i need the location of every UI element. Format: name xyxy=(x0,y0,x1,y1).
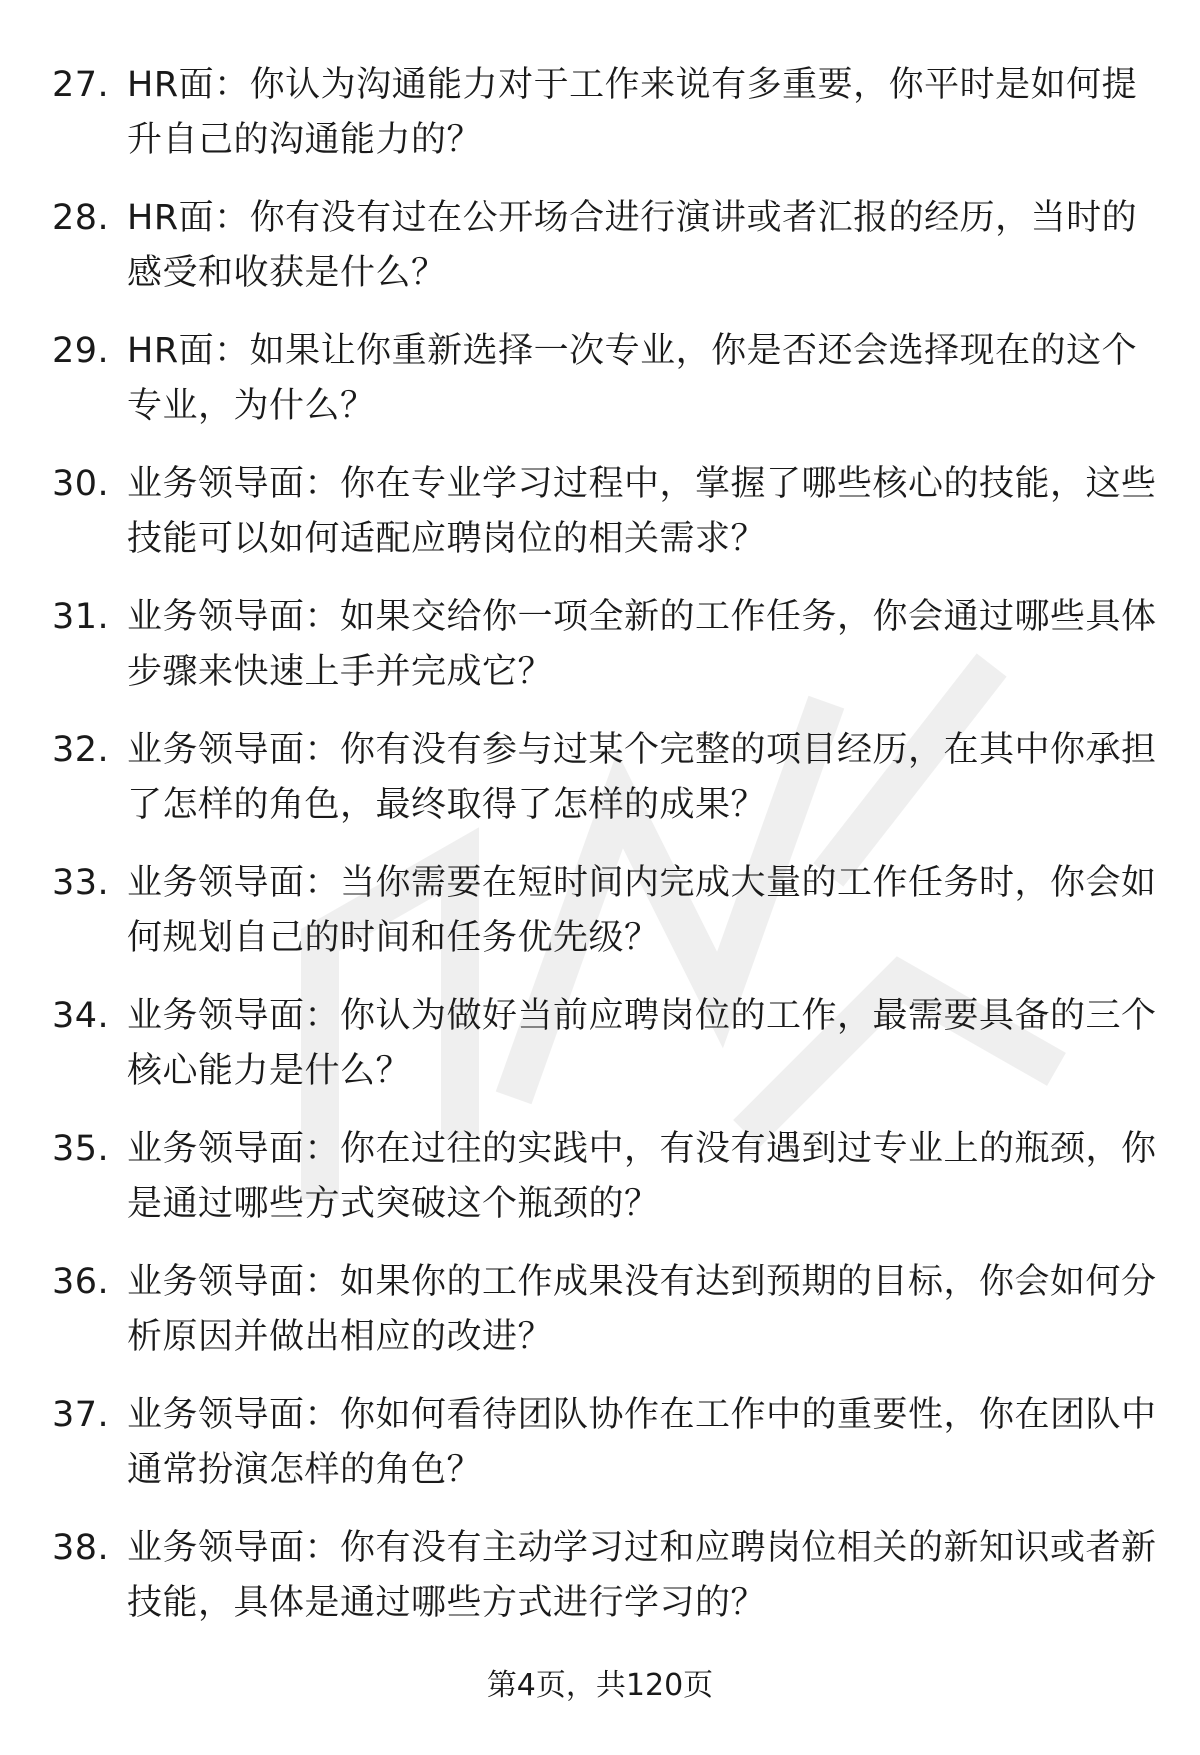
question-text: 业务领导面：你在专业学习过程中，掌握了哪些核心的技能，这些技能可以如何适配应聘岗位的相关需求？ xyxy=(127,464,1157,559)
question-item xyxy=(0,457,1200,590)
question-number: 31. xyxy=(52,597,110,637)
question-text: HR面：你有没有过在公开场合进行演讲或者汇报的经历，当时的感受和收获是什么？ xyxy=(127,198,1138,293)
question-item xyxy=(0,856,1200,989)
question-text: 业务领导面：你认为做好当前应聘岗位的工作，最需要具备的三个核心能力是什么？ xyxy=(127,996,1157,1091)
question-number: 29. xyxy=(52,331,110,371)
question-item xyxy=(0,58,1200,191)
question-number: 32. xyxy=(52,730,110,770)
question-text: HR面：你认为沟通能力对于工作来说有多重要，你平时是如何提升自己的沟通能力的？ xyxy=(127,65,1138,160)
question-text: 业务领导面：当你需要在短时间内完成大量的工作任务时，你会如何规划自己的时间和任务优先级？ xyxy=(127,863,1157,958)
question-text: 业务领导面：如果交给你一项全新的工作任务，你会通过哪些具体步骤来快速上手并完成它？ xyxy=(127,597,1157,692)
question-number: 30. xyxy=(52,464,110,504)
question-item xyxy=(0,1122,1200,1255)
question-item xyxy=(0,1388,1200,1521)
question-text: 业务领导面：你有没有参与过某个完整的项目经历，在其中你承担了怎样的角色，最终取得了怎样的成果？ xyxy=(127,730,1157,825)
question-item xyxy=(0,191,1200,324)
question-item xyxy=(0,590,1200,723)
question-number: 38. xyxy=(52,1528,110,1568)
question-item xyxy=(0,1521,1200,1654)
question-text: 业务领导面：如果你的工作成果没有达到预期的目标，你会如何分析原因并做出相应的改进？ xyxy=(127,1262,1157,1357)
question-number: 35. xyxy=(52,1129,110,1169)
question-number: 36. xyxy=(52,1262,110,1302)
question-text: 业务领导面：你在过往的实践中，有没有遇到过专业上的瓶颈，你是通过哪些方式突破这个瓶颈的？ xyxy=(127,1129,1157,1224)
question-item xyxy=(0,1255,1200,1388)
question-number: 37. xyxy=(52,1395,110,1435)
question-text: 业务领导面：你如何看待团队协作在工作中的重要性，你在团队中通常扮演怎样的角色？ xyxy=(127,1395,1157,1490)
question-list xyxy=(0,58,1200,1654)
page-number-footer: 第4页，共120页 xyxy=(486,1668,714,1703)
question-item xyxy=(0,723,1200,856)
question-text: 业务领导面：你有没有主动学习过和应聘岗位相关的新知识或者新技能，具体是通过哪些方式进行学习的？ xyxy=(127,1528,1157,1623)
question-item xyxy=(0,989,1200,1122)
question-number: 28. xyxy=(52,198,110,238)
question-item xyxy=(0,324,1200,457)
question-number: 34. xyxy=(52,996,110,1036)
question-number: 33. xyxy=(52,863,110,903)
question-text: HR面：如果让你重新选择一次专业，你是否还会选择现在的这个专业，为什么？ xyxy=(127,331,1138,426)
question-number: 27. xyxy=(52,65,110,105)
